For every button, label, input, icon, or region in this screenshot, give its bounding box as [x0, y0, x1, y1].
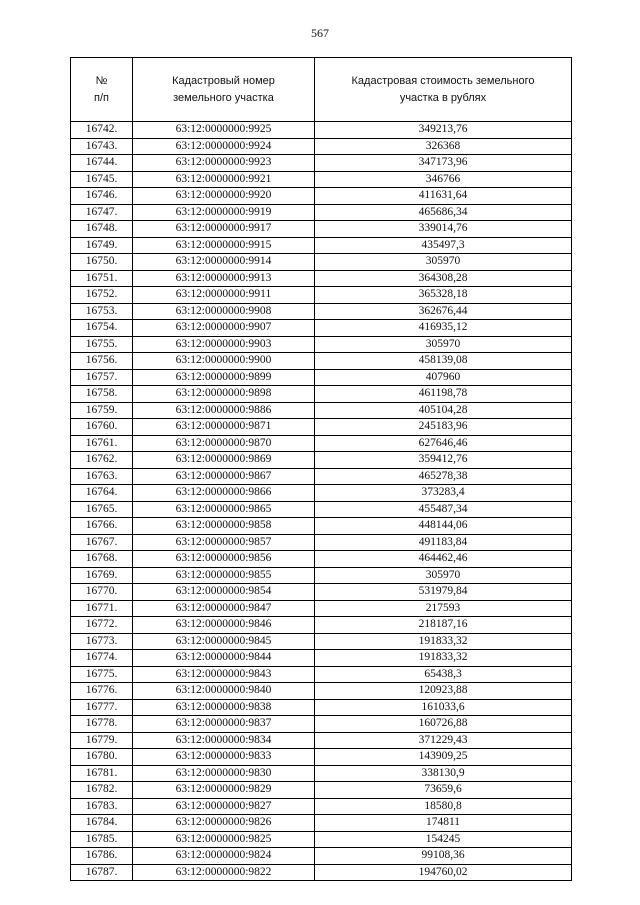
cadastral-value-cell: 362676,44	[315, 303, 572, 320]
row-number-cell: 16756.	[71, 353, 133, 370]
row-number-cell: 16772.	[71, 617, 133, 634]
row-number-cell: 16776.	[71, 683, 133, 700]
cadastral-value-cell: 531979,84	[315, 584, 572, 601]
row-number-cell: 16763.	[71, 468, 133, 485]
cadastral-value-cell: 191833,32	[315, 650, 572, 667]
cadastral-number-cell: 63:12:0000000:9825	[133, 831, 315, 848]
cadastral-number-cell: 63:12:0000000:9843	[133, 666, 315, 683]
table-row	[71, 419, 572, 436]
row-number-cell: 16769.	[71, 567, 133, 584]
cadastral-number-cell: 63:12:0000000:9834	[133, 732, 315, 749]
row-number-cell: 16773.	[71, 633, 133, 650]
cadastral-number-cell: 63:12:0000000:9886	[133, 402, 315, 419]
cadastral-value-cell: 455487,34	[315, 501, 572, 518]
row-number-cell: 16775.	[71, 666, 133, 683]
cadastral-value-cell: 143909,25	[315, 749, 572, 766]
table-row	[71, 221, 572, 238]
cadastral-value-cell: 305970	[315, 336, 572, 353]
cadastral-value-cell: 160726,88	[315, 716, 572, 733]
cadastral-number-cell: 63:12:0000000:9919	[133, 204, 315, 221]
table-row	[71, 765, 572, 782]
table-row	[71, 122, 572, 139]
row-number-cell: 16743.	[71, 138, 133, 155]
cadastral-value-cell: 411631,64	[315, 188, 572, 205]
header-row-number: № п/п	[71, 58, 133, 122]
cadastral-number-cell: 63:12:0000000:9826	[133, 815, 315, 832]
row-number-cell: 16748.	[71, 221, 133, 238]
table-row	[71, 237, 572, 254]
cadastral-value-cell: 435497,3	[315, 237, 572, 254]
cadastral-value-cell: 373283,4	[315, 485, 572, 502]
cadastral-value-cell: 174811	[315, 815, 572, 832]
cadastral-value-cell: 364308,28	[315, 270, 572, 287]
cadastral-value-cell: 347173,96	[315, 155, 572, 172]
row-number-cell: 16785.	[71, 831, 133, 848]
cadastral-number-cell: 63:12:0000000:9899	[133, 369, 315, 386]
table-row	[71, 782, 572, 799]
row-number-cell: 16770.	[71, 584, 133, 601]
cadastral-value-table	[70, 57, 572, 881]
cadastral-number-cell: 63:12:0000000:9898	[133, 386, 315, 403]
table-row	[71, 188, 572, 205]
cadastral-value-cell: 448144,06	[315, 518, 572, 535]
cadastral-number-cell: 63:12:0000000:9924	[133, 138, 315, 155]
row-number-cell: 16755.	[71, 336, 133, 353]
row-number-cell: 16759.	[71, 402, 133, 419]
table-row	[71, 551, 572, 568]
cadastral-number-cell: 63:12:0000000:9829	[133, 782, 315, 799]
table-row	[71, 204, 572, 221]
cadastral-number-cell: 63:12:0000000:9867	[133, 468, 315, 485]
cadastral-number-cell: 63:12:0000000:9871	[133, 419, 315, 436]
cadastral-value-cell: 18580,8	[315, 798, 572, 815]
row-number-cell: 16768.	[71, 551, 133, 568]
table-row	[71, 716, 572, 733]
cadastral-number-cell: 63:12:0000000:9845	[133, 633, 315, 650]
cadastral-number-cell: 63:12:0000000:9833	[133, 749, 315, 766]
row-number-cell: 16752.	[71, 287, 133, 304]
row-number-cell: 16742.	[71, 122, 133, 139]
cadastral-value-cell: 465686,34	[315, 204, 572, 221]
cadastral-number-cell: 63:12:0000000:9920	[133, 188, 315, 205]
row-number-cell: 16778.	[71, 716, 133, 733]
row-number-cell: 16750.	[71, 254, 133, 271]
table-row	[71, 831, 572, 848]
cadastral-number-cell: 63:12:0000000:9822	[133, 864, 315, 881]
table-row	[71, 683, 572, 700]
row-number-cell: 16745.	[71, 171, 133, 188]
cadastral-value-cell: 305970	[315, 567, 572, 584]
cadastral-value-cell: 161033,6	[315, 699, 572, 716]
table-row	[71, 501, 572, 518]
table-row	[71, 468, 572, 485]
row-number-cell: 16787.	[71, 864, 133, 881]
row-number-cell: 16765.	[71, 501, 133, 518]
cadastral-number-cell: 63:12:0000000:9870	[133, 435, 315, 452]
cadastral-number-cell: 63:12:0000000:9846	[133, 617, 315, 634]
cadastral-number-cell: 63:12:0000000:9914	[133, 254, 315, 271]
table-row	[71, 287, 572, 304]
row-number-cell: 16753.	[71, 303, 133, 320]
row-number-cell: 16786.	[71, 848, 133, 865]
cadastral-number-cell: 63:12:0000000:9866	[133, 485, 315, 502]
cadastral-value-cell: 217593	[315, 600, 572, 617]
cadastral-value-cell: 346766	[315, 171, 572, 188]
table-row	[71, 171, 572, 188]
cadastral-number-cell: 63:12:0000000:9847	[133, 600, 315, 617]
cadastral-value-cell: 461198,78	[315, 386, 572, 403]
row-number-cell: 16771.	[71, 600, 133, 617]
table-row	[71, 270, 572, 287]
table-row	[71, 485, 572, 502]
table-row	[71, 138, 572, 155]
cadastral-number-cell: 63:12:0000000:9869	[133, 452, 315, 469]
cadastral-value-cell: 338130,9	[315, 765, 572, 782]
row-number-cell: 16754.	[71, 320, 133, 337]
cadastral-value-cell: 458139,08	[315, 353, 572, 370]
cadastral-value-cell: 365328,18	[315, 287, 572, 304]
table-row	[71, 864, 572, 881]
cadastral-number-cell: 63:12:0000000:9837	[133, 716, 315, 733]
row-number-cell: 16781.	[71, 765, 133, 782]
cadastral-number-cell: 63:12:0000000:9913	[133, 270, 315, 287]
table-header-row	[71, 58, 572, 122]
table-row	[71, 303, 572, 320]
row-number-cell: 16746.	[71, 188, 133, 205]
table-row	[71, 650, 572, 667]
table-row	[71, 353, 572, 370]
cadastral-number-cell: 63:12:0000000:9903	[133, 336, 315, 353]
cadastral-number-cell: 63:12:0000000:9838	[133, 699, 315, 716]
table-row	[71, 369, 572, 386]
table-row	[71, 254, 572, 271]
cadastral-number-cell: 63:12:0000000:9854	[133, 584, 315, 601]
cadastral-value-cell: 416935,12	[315, 320, 572, 337]
row-number-cell: 16744.	[71, 155, 133, 172]
table-row	[71, 600, 572, 617]
table-row	[71, 518, 572, 535]
table-row	[71, 386, 572, 403]
table-row	[71, 452, 572, 469]
row-number-cell: 16757.	[71, 369, 133, 386]
cadastral-value-cell: 73659,6	[315, 782, 572, 799]
table-row	[71, 848, 572, 865]
cadastral-value-cell: 371229,43	[315, 732, 572, 749]
cadastral-number-cell: 63:12:0000000:9911	[133, 287, 315, 304]
header-cadastral-value: Кадастровая стоимость земельного участка в рублях	[315, 58, 572, 122]
cadastral-number-cell: 63:12:0000000:9855	[133, 567, 315, 584]
row-number-cell: 16760.	[71, 419, 133, 436]
cadastral-value-cell: 191833,32	[315, 633, 572, 650]
table-row	[71, 155, 572, 172]
row-number-cell: 16780.	[71, 749, 133, 766]
cadastral-value-cell: 407960	[315, 369, 572, 386]
table-row	[71, 633, 572, 650]
row-number-cell: 16749.	[71, 237, 133, 254]
row-number-cell: 16761.	[71, 435, 133, 452]
table-row	[71, 534, 572, 551]
cadastral-number-cell: 63:12:0000000:9900	[133, 353, 315, 370]
row-number-cell: 16751.	[71, 270, 133, 287]
table-row	[71, 798, 572, 815]
row-number-cell: 16766.	[71, 518, 133, 535]
cadastral-value-cell: 65438,3	[315, 666, 572, 683]
cadastral-value-cell: 218187,16	[315, 617, 572, 634]
cadastral-value-cell: 305970	[315, 254, 572, 271]
row-number-cell: 16747.	[71, 204, 133, 221]
cadastral-number-cell: 63:12:0000000:9857	[133, 534, 315, 551]
table-row	[71, 402, 572, 419]
row-number-cell: 16779.	[71, 732, 133, 749]
cadastral-value-cell: 245183,96	[315, 419, 572, 436]
cadastral-number-cell: 63:12:0000000:9923	[133, 155, 315, 172]
table-row	[71, 617, 572, 634]
row-number-cell: 16777.	[71, 699, 133, 716]
cadastral-number-cell: 63:12:0000000:9858	[133, 518, 315, 535]
table-row	[71, 732, 572, 749]
cadastral-number-cell: 63:12:0000000:9917	[133, 221, 315, 238]
page-number: 567	[311, 26, 329, 40]
table-row	[71, 435, 572, 452]
table-row	[71, 815, 572, 832]
row-number-cell: 16782.	[71, 782, 133, 799]
cadastral-value-cell: 491183,84	[315, 534, 572, 551]
cadastral-value-cell: 326368	[315, 138, 572, 155]
table-row	[71, 666, 572, 683]
cadastral-number-cell: 63:12:0000000:9840	[133, 683, 315, 700]
row-number-cell: 16764.	[71, 485, 133, 502]
cadastral-number-cell: 63:12:0000000:9915	[133, 237, 315, 254]
table-row	[71, 749, 572, 766]
cadastral-number-cell: 63:12:0000000:9925	[133, 122, 315, 139]
row-number-cell: 16783.	[71, 798, 133, 815]
table-row	[71, 336, 572, 353]
row-number-cell: 16767.	[71, 534, 133, 551]
cadastral-number-cell: 63:12:0000000:9824	[133, 848, 315, 865]
row-number-cell: 16784.	[71, 815, 133, 832]
table-row	[71, 699, 572, 716]
row-number-cell: 16774.	[71, 650, 133, 667]
cadastral-number-cell: 63:12:0000000:9921	[133, 171, 315, 188]
cadastral-number-cell: 63:12:0000000:9856	[133, 551, 315, 568]
cadastral-value-cell: 464462,46	[315, 551, 572, 568]
cadastral-value-cell: 99108,36	[315, 848, 572, 865]
cadastral-number-cell: 63:12:0000000:9830	[133, 765, 315, 782]
row-number-cell: 16758.	[71, 386, 133, 403]
table-row	[71, 584, 572, 601]
cadastral-number-cell: 63:12:0000000:9844	[133, 650, 315, 667]
row-number-cell: 16762.	[71, 452, 133, 469]
cadastral-number-cell: 63:12:0000000:9865	[133, 501, 315, 518]
table-row	[71, 567, 572, 584]
table-row	[71, 320, 572, 337]
header-cadastral-number: Кадастровый номер земельного участка	[133, 58, 315, 122]
cadastral-value-cell: 339014,76	[315, 221, 572, 238]
cadastral-value-cell: 627646,46	[315, 435, 572, 452]
cadastral-value-cell: 154245	[315, 831, 572, 848]
cadastral-number-cell: 63:12:0000000:9827	[133, 798, 315, 815]
cadastral-value-cell: 405104,28	[315, 402, 572, 419]
cadastral-number-cell: 63:12:0000000:9908	[133, 303, 315, 320]
cadastral-value-cell: 359412,76	[315, 452, 572, 469]
cadastral-number-cell: 63:12:0000000:9907	[133, 320, 315, 337]
cadastral-value-cell: 465278,38	[315, 468, 572, 485]
cadastral-value-cell: 194760,02	[315, 864, 572, 881]
cadastral-value-cell: 349213,76	[315, 122, 572, 139]
cadastral-value-cell: 120923,88	[315, 683, 572, 700]
